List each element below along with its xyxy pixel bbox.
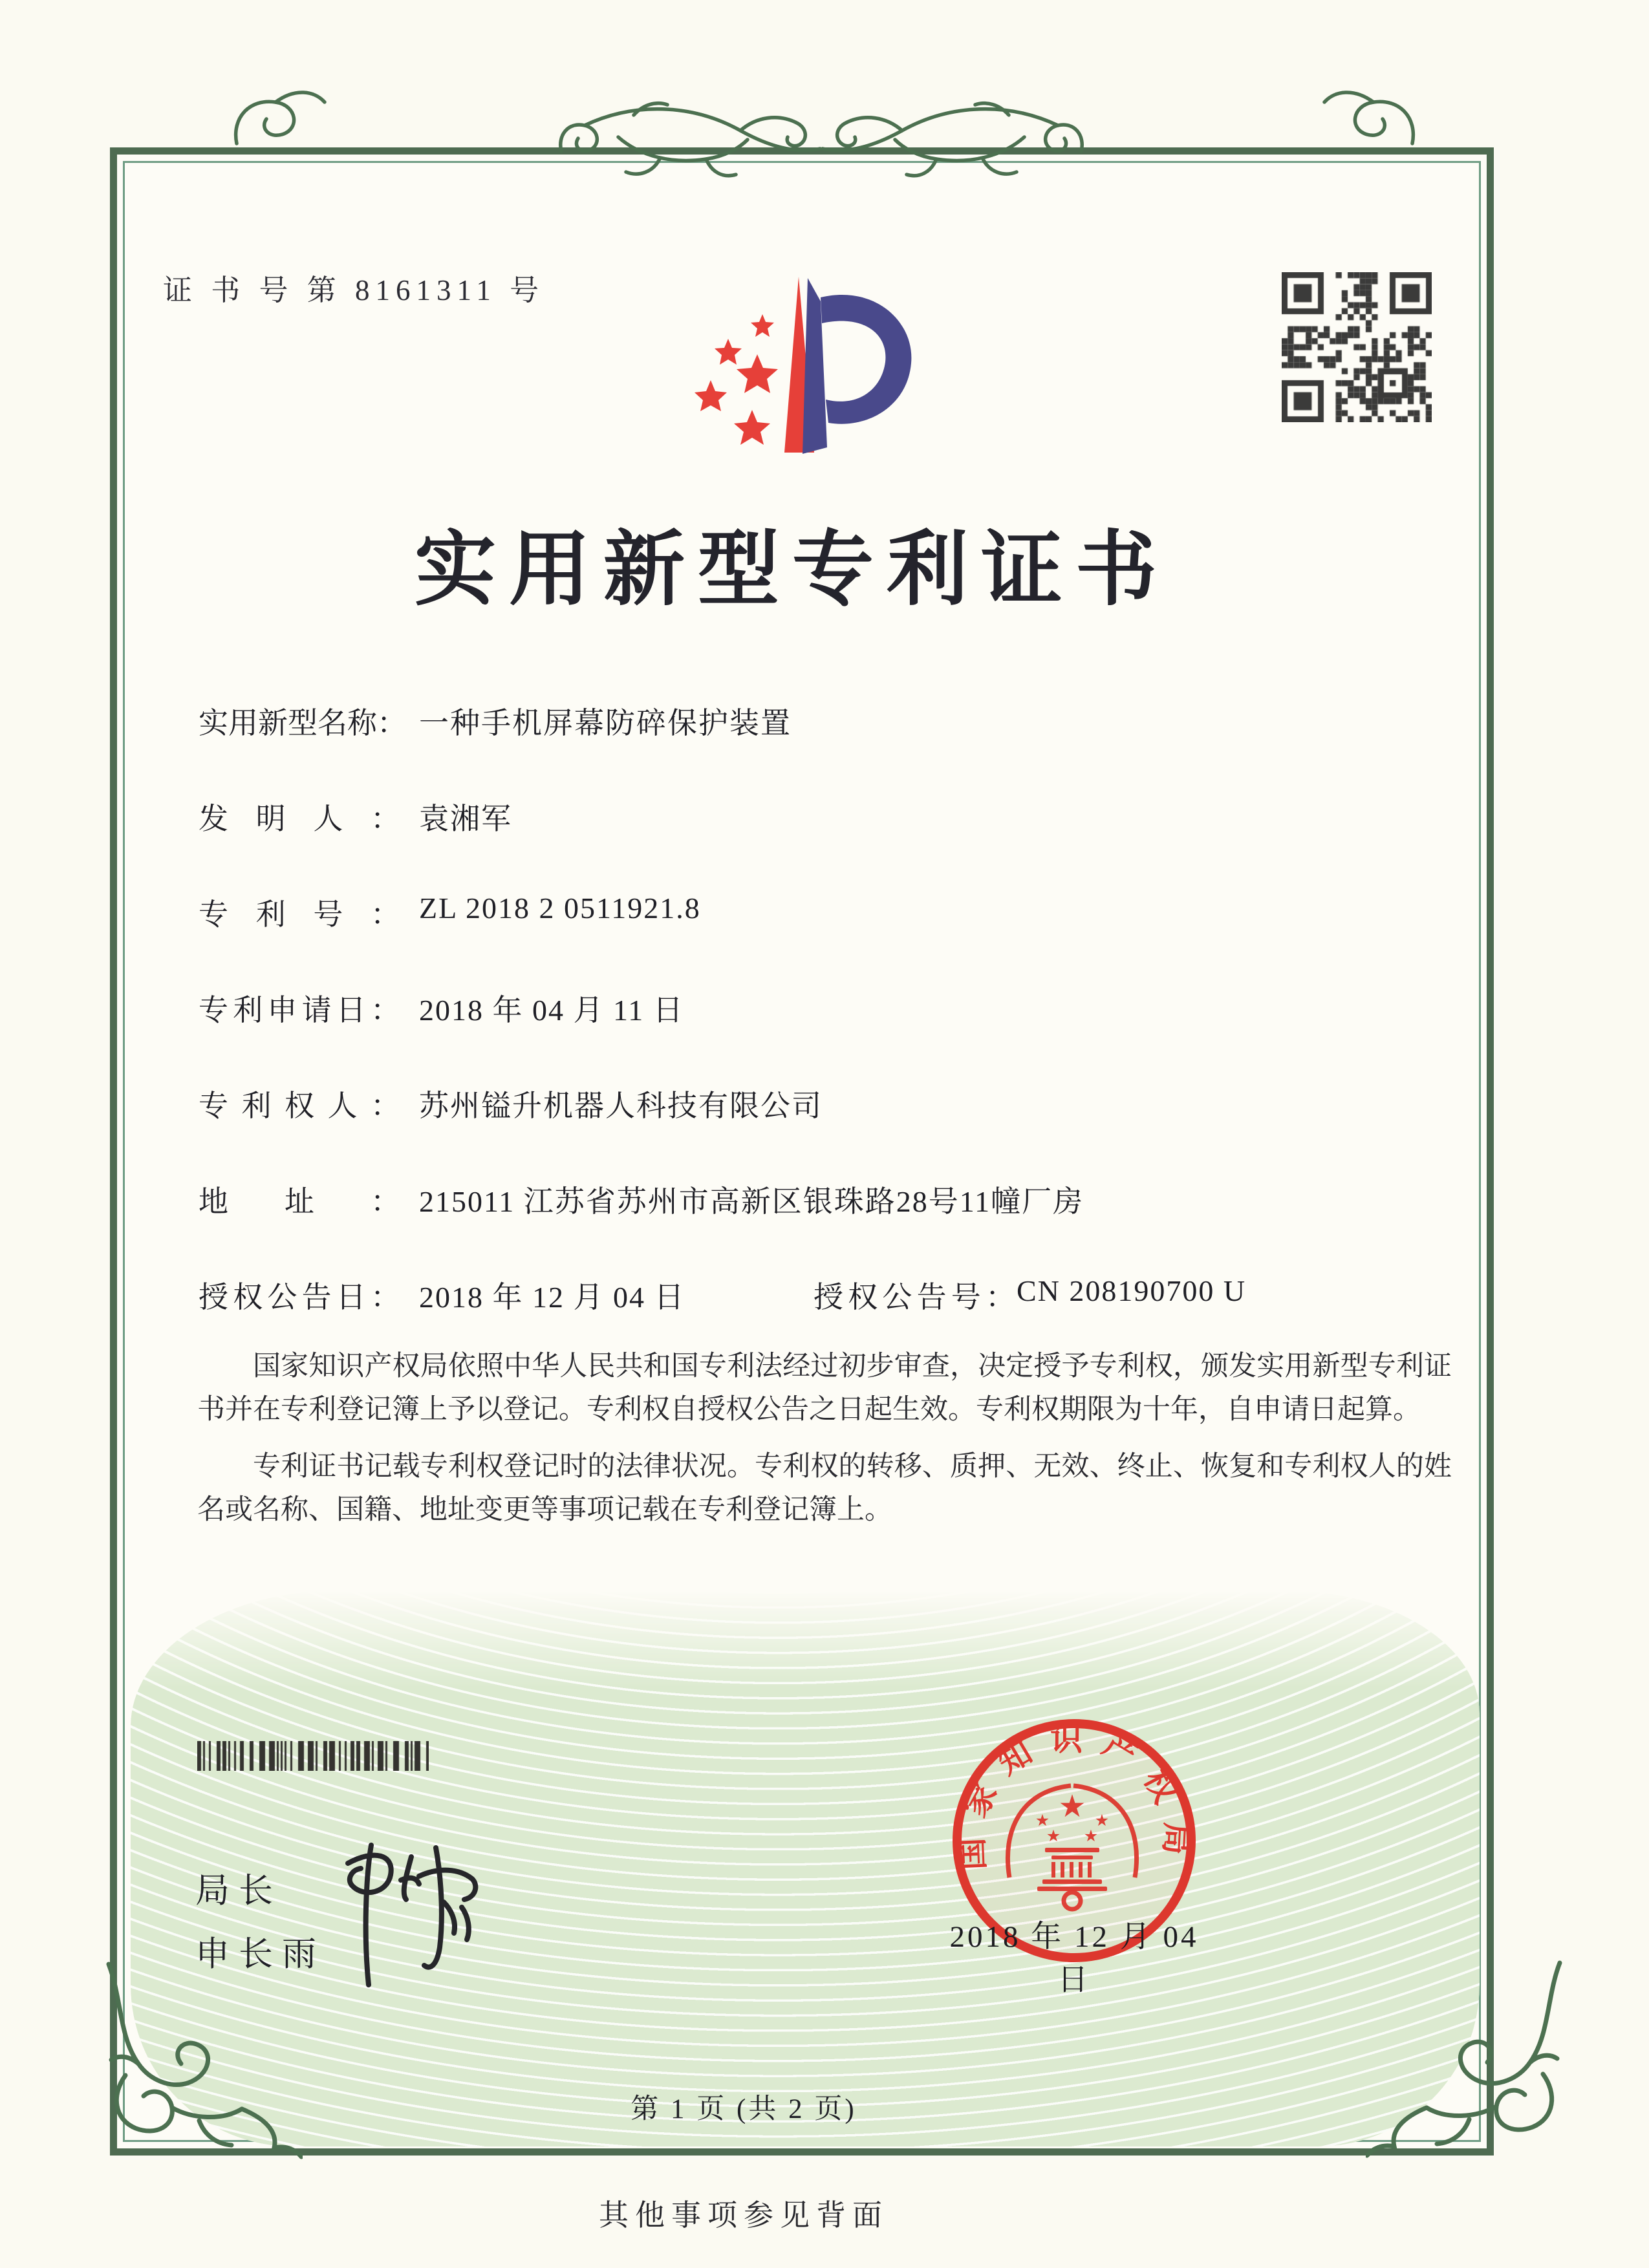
legal-paragraph-1: 国家知识产权局依照中华人民共和国专利法经过初步审查，决定授予专利权，颁发实用新型专利证书并在专利登记簿上予以登记。专利权自授权公告之日起生效。专利权期限为十年，自申请日起算。 xyxy=(197,1351,1452,1425)
field-row-name xyxy=(0,700,1649,745)
svg-text:★: ★ xyxy=(1035,1812,1050,1830)
field-row-filing-date xyxy=(0,987,1649,1032)
page-indicator: 第 1 页 (共 2 页) xyxy=(630,2094,857,2124)
top-right-curl-icon xyxy=(1318,76,1421,154)
field-row-patent-no xyxy=(0,891,1649,936)
field-value: CN 208190700 U xyxy=(1017,1274,1247,1307)
field-value: ZL 2018 2 0511921.8 xyxy=(419,892,701,925)
top-left-curl-icon xyxy=(228,76,331,154)
top-dragon-ornament-icon xyxy=(556,97,1086,207)
legal-paragraph-2: 专利证书记载专利权登记时的法律状况。专利权的转移、质押、无效、终止、恢复和专利权人的姓名或名称、国籍、地址变更等事项记载在专利登记簿上。 xyxy=(197,1451,1452,1525)
field-row-patentee xyxy=(0,1082,1649,1128)
field-label: 授权公告号： xyxy=(814,1281,1015,1314)
seal-arc-text: 国家知识产权局 xyxy=(953,1720,1196,1873)
field-value: 苏州镒升机器人科技有限公司 xyxy=(419,1089,823,1122)
field-value: 2018 年 12 月 04 日 xyxy=(419,1281,685,1314)
field-label: 专利号： xyxy=(199,898,400,931)
commissioner-title: 局长 xyxy=(195,1872,282,1910)
bottom-right-flourish-icon xyxy=(1366,1958,1573,2171)
svg-text:★: ★ xyxy=(1094,1812,1110,1830)
field-label: 专利申请日： xyxy=(199,994,400,1027)
svg-text:★: ★ xyxy=(1083,1828,1099,1845)
bottom-left-flourish-icon xyxy=(96,1959,303,2172)
back-note: 其他事项参见背面 xyxy=(599,2199,889,2232)
certificate-number: 证 书 号 第 8161311 号 xyxy=(163,274,545,306)
field-row-address xyxy=(0,1178,1649,1223)
field-label: 专利权人： xyxy=(199,1089,400,1122)
commissioner-name: 申长雨 xyxy=(195,1936,325,1973)
field-label: 发明人： xyxy=(199,802,400,835)
qr-code-icon xyxy=(1282,272,1432,422)
seal-date: 2018 年 12 月 04 日 xyxy=(949,1920,1199,1997)
field-label: 授权公告日： xyxy=(199,1281,400,1314)
legal-text xyxy=(197,1345,1452,1532)
svg-text:★: ★ xyxy=(1046,1828,1061,1845)
barcode-icon xyxy=(197,1741,429,1771)
field-value: 215011 江苏省苏州市高新区银珠路28号11幢厂房 xyxy=(419,1185,1084,1218)
field-row-inventor xyxy=(0,795,1649,840)
field-value: 一种手机屏幕防碎保护装置 xyxy=(419,707,792,740)
field-value: 2018 年 04 月 11 日 xyxy=(419,994,684,1027)
field-label: 地址： xyxy=(199,1185,400,1218)
commissioner-signature-icon xyxy=(309,1837,484,1996)
field-row-grant xyxy=(0,1274,1649,1319)
cnipa-logo-icon xyxy=(687,260,925,465)
field-label: 实用新型名称： xyxy=(199,707,407,740)
certificate-title: 实用新型专利证书 xyxy=(415,526,1170,615)
svg-text:★: ★ xyxy=(1058,1790,1086,1824)
field-value: 袁湘军 xyxy=(419,802,512,835)
